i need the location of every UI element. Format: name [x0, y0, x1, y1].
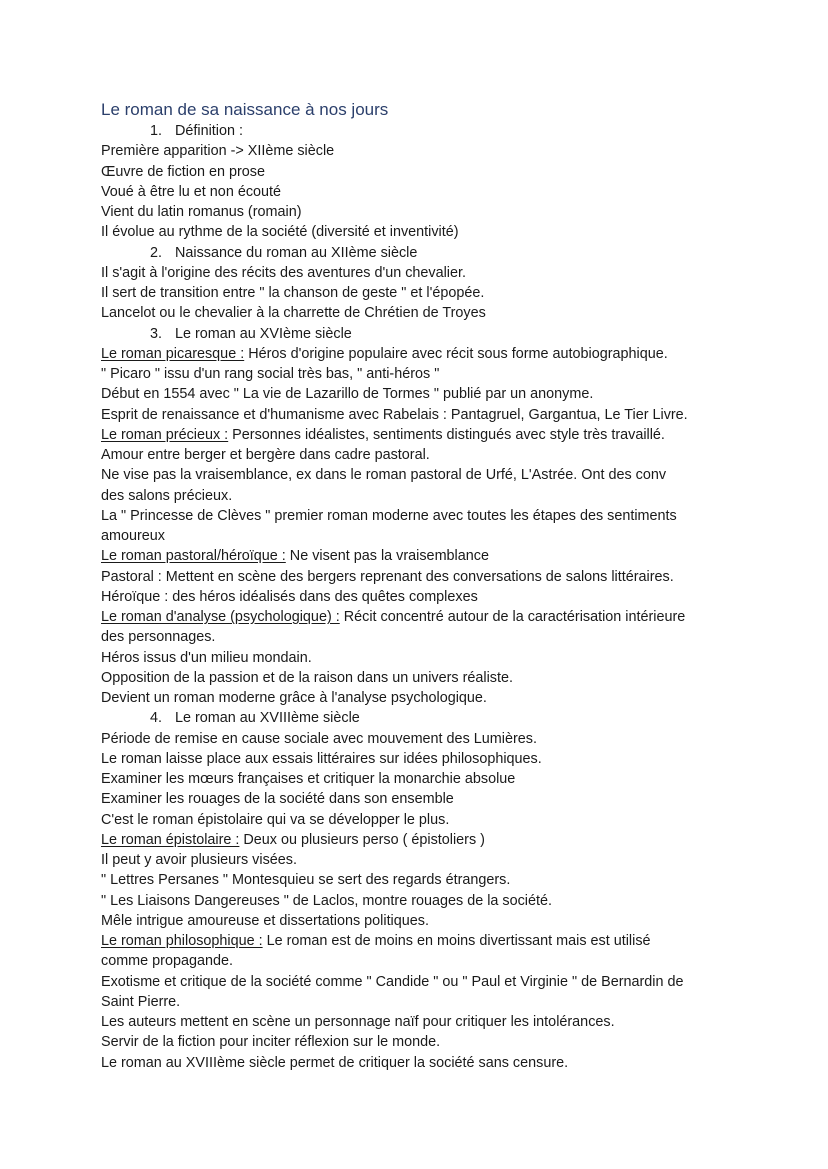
- section-heading: [101, 243, 741, 263]
- line-text: Héroïque : des héros idéalisés dans des quêtes complexes: [101, 588, 478, 605]
- underlined-term: Le roman pastoral/héroïque :: [101, 548, 286, 565]
- line-text: comme propagande.: [101, 953, 233, 970]
- text-line: [101, 729, 741, 749]
- text-line: [101, 567, 741, 587]
- line-text: Les auteurs mettent en scène un personnage naïf pour critiquer les intolérances.: [101, 1014, 615, 1030]
- line-text: Il s'agit à l'origine des récits des aventures d'un chevalier.: [101, 264, 467, 281]
- line-text: Lancelot ou le chevalier à la charrette de Chrétien de Troyes: [101, 305, 486, 322]
- text-line: [101, 810, 741, 830]
- line-text: Deux ou plusieurs perso ( épistoliers ): [239, 831, 485, 848]
- line-text: Personnes idéalistes, sentiments distingués avec style très travaillé.: [228, 426, 665, 443]
- section-heading: [101, 121, 741, 141]
- line-text: " Lettres Persanes " Montesquieu se sert des regards étrangers.: [101, 872, 511, 889]
- text-line: [101, 222, 741, 242]
- underlined-term: Le roman épistolaire :: [101, 831, 240, 848]
- text-line: [101, 465, 741, 485]
- line-text: Il peut y avoir plusieurs visées.: [101, 852, 297, 868]
- text-line: [101, 445, 741, 465]
- text-line: [101, 931, 741, 951]
- line-text: des personnages.: [101, 629, 216, 646]
- text-line: [101, 951, 741, 971]
- line-text: " Les Liaisons Dangereuses " de Laclos, montre rouages de la société.: [101, 892, 552, 909]
- line-text: Amour entre berger et bergère dans cadre pastoral.: [101, 447, 430, 463]
- underlined-term: Le roman d'analyse (psychologique) :: [101, 609, 340, 625]
- line-text: Récit concentré autour de la caractérisation intérieure: [339, 609, 686, 625]
- text-line: [101, 425, 741, 445]
- text-line: [101, 486, 741, 506]
- section-number: 4.: [150, 710, 163, 727]
- line-text: Ne vise pas la vraisemblance, ex dans le roman pastoral de Urfé, L'Astrée. Ont des conv: [101, 467, 667, 484]
- text-line: [101, 830, 741, 850]
- text-line: [101, 891, 741, 911]
- line-text: Il évolue au rythme de la société (diversité et inventivité): [101, 224, 459, 241]
- sections-container: [101, 121, 741, 1073]
- line-text: Début en 1554 avec " La vie de Lazarillo de Tormes " publié par un anonyme.: [101, 386, 594, 403]
- line-text: Servir de la fiction pour inciter réflexion sur le monde.: [101, 1034, 441, 1051]
- line-text: Héros d'origine populaire avec récit sous forme autobiographique.: [244, 345, 668, 362]
- line-text: Examiner les mœurs françaises et critiquer la monarchie absolue: [101, 771, 516, 787]
- line-text: C'est le roman épistolaire qui va se développer le plus.: [101, 811, 450, 828]
- line-text: Voué à être lu et non écouté: [101, 183, 282, 200]
- line-text: des salons précieux.: [101, 487, 233, 504]
- line-text: Œuvre de fiction en prose: [101, 163, 265, 180]
- line-text: Devient un roman moderne grâce à l'analyse psychologique.: [101, 690, 487, 706]
- line-text: Exotisme et critique de la société comme " Candide " ou " Paul et Virginie " de Bernardin de: [101, 973, 684, 990]
- text-line: [101, 364, 741, 384]
- text-line: [101, 506, 741, 526]
- line-text: Période de remise en cause sociale avec mouvement des Lumières.: [101, 730, 537, 747]
- text-line: [101, 587, 741, 607]
- text-line: [101, 202, 741, 222]
- line-text: " Picaro " issu d'un rang social très bas, " anti-héros ": [101, 366, 440, 382]
- text-line: [101, 405, 741, 425]
- text-line: [101, 789, 741, 809]
- section-heading-text: Le roman au XVIIIème siècle: [175, 710, 360, 727]
- text-line: [101, 1012, 741, 1032]
- text-line: [101, 749, 741, 769]
- line-text: Ne visent pas la vraisemblance: [285, 548, 489, 565]
- text-line: [101, 769, 741, 789]
- text-line: [101, 648, 741, 668]
- section-heading: [101, 708, 741, 728]
- text-line: [101, 141, 741, 161]
- text-line: [101, 303, 741, 323]
- line-text: Le roman au XVIIIème siècle permet de critiquer la société sans censure.: [101, 1054, 569, 1071]
- line-text: La " Princesse de Clèves " premier roman moderne avec toutes les étapes des sentiments: [101, 507, 677, 524]
- text-line: [101, 668, 741, 688]
- line-text: Opposition de la passion et de la raison dans un univers réaliste.: [101, 669, 513, 686]
- document-title: Le roman de sa naissance à nos jours: [101, 100, 389, 119]
- underlined-term: Le roman précieux :: [101, 426, 229, 443]
- line-text: amoureux: [101, 528, 165, 544]
- text-line: [101, 1032, 741, 1052]
- section-number: 1.: [150, 123, 163, 139]
- text-line: [101, 546, 741, 566]
- line-text: Première apparition -> XIIème siècle: [101, 143, 335, 160]
- section-heading-text: Naissance du roman au XIIème siècle: [175, 244, 418, 261]
- line-text: Vient du latin romanus (romain): [101, 204, 302, 220]
- section-number: 3.: [150, 325, 163, 342]
- text-line: [101, 688, 741, 708]
- text-line: [101, 992, 741, 1012]
- line-text: Pastoral : Mettent en scène des bergers reprenant des conversations de salons littéraires.: [101, 568, 674, 585]
- section-heading: [101, 324, 741, 344]
- text-line: [101, 162, 741, 182]
- line-text: Examiner les rouages de la société dans son ensemble: [101, 791, 454, 808]
- line-text: Saint Pierre.: [101, 993, 181, 1010]
- text-line: [101, 911, 741, 931]
- section-number: 2.: [150, 244, 163, 261]
- section-heading-text: Le roman au XVIème siècle: [175, 325, 352, 342]
- text-line: [101, 607, 741, 627]
- line-text: Mêle intrigue amoureuse et dissertations politiques.: [101, 912, 429, 929]
- section-heading-text: Définition :: [175, 123, 243, 139]
- text-line: [101, 283, 741, 303]
- text-line: [101, 182, 741, 202]
- text-line: [101, 627, 741, 647]
- line-text: Héros issus d'un milieu mondain.: [101, 649, 312, 666]
- line-text: Il sert de transition entre " la chanson de geste " et l'épopée.: [101, 285, 485, 301]
- text-line: [101, 526, 741, 546]
- text-line: [101, 344, 741, 364]
- text-line: [101, 263, 741, 283]
- line-text: Esprit de renaissance et d'humanisme avec Rabelais : Pantagruel, Gargantua, Le Tier Livre.: [101, 406, 688, 423]
- text-line: [101, 850, 741, 870]
- text-line: [101, 384, 741, 404]
- underlined-term: Le roman picaresque :: [101, 345, 245, 362]
- text-line: [101, 1053, 741, 1073]
- document-body: [101, 99, 741, 1073]
- line-text: Le roman laisse place aux essais littéraires sur idées philosophiques.: [101, 750, 542, 767]
- underlined-term: Le roman philosophique :: [101, 933, 263, 949]
- text-line: [101, 972, 741, 992]
- text-line: [101, 870, 741, 890]
- line-text: Le roman est de moins en moins divertissant mais est utilisé: [262, 933, 651, 949]
